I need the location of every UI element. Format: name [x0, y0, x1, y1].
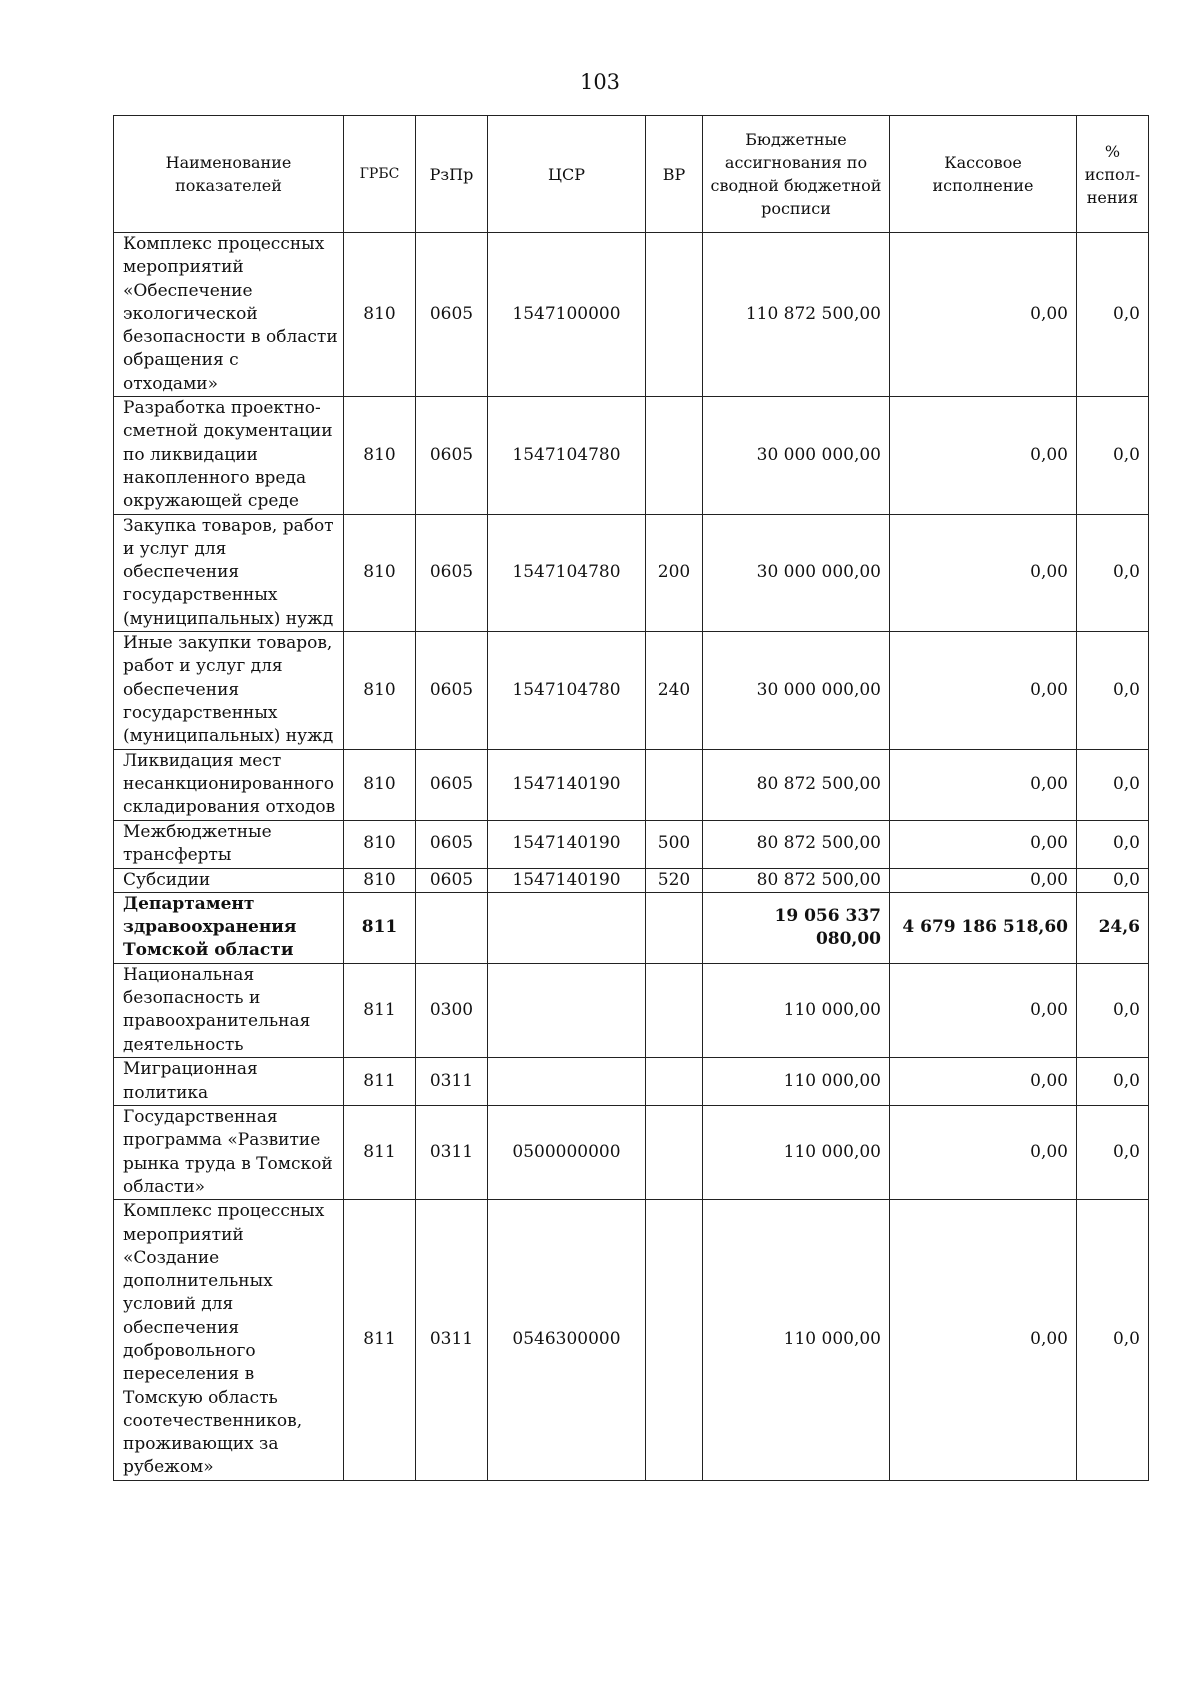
- budget-table: [113, 115, 1149, 1481]
- table-header-row: [114, 116, 1149, 233]
- row-rzpr: 0605: [416, 868, 488, 892]
- row-vr: [646, 963, 703, 1057]
- row-name: Разработка проектно-сметной документации по ликвидации накопленного вреда окружающей среде: [114, 397, 344, 514]
- row-budget: 110 000,00: [703, 1058, 890, 1106]
- row-cash: 4 679 186 518,60: [890, 892, 1077, 963]
- row-rzpr: 0311: [416, 1058, 488, 1106]
- row-vr: [646, 233, 703, 397]
- row-cash: 0,00: [890, 820, 1077, 868]
- row-vr: [646, 892, 703, 963]
- row-cash: 0,00: [890, 1200, 1077, 1481]
- table-row: [114, 1200, 1149, 1481]
- header-rzpr: РзПр: [416, 116, 488, 233]
- row-percent: 0,0: [1077, 868, 1149, 892]
- header-name: Наименование показателей: [114, 116, 344, 233]
- row-grbs: 811: [344, 1106, 416, 1200]
- row-percent: 0,0: [1077, 1200, 1149, 1481]
- row-percent: 24,6: [1077, 892, 1149, 963]
- row-csr: 1547104780: [488, 632, 646, 749]
- row-budget: 110 000,00: [703, 963, 890, 1057]
- row-vr: [646, 749, 703, 820]
- header-budget: Бюджетные ассигнования по сводной бюджетной росписи: [703, 116, 890, 233]
- row-vr: 520: [646, 868, 703, 892]
- table-row: [114, 233, 1149, 397]
- row-grbs: 811: [344, 963, 416, 1057]
- row-cash: 0,00: [890, 233, 1077, 397]
- row-rzpr: 0605: [416, 749, 488, 820]
- table-row: [114, 632, 1149, 749]
- row-name: Национальная безопасность и правоохранительная деятельность: [114, 963, 344, 1057]
- row-grbs: 810: [344, 632, 416, 749]
- row-rzpr: 0311: [416, 1106, 488, 1200]
- row-csr: 1547100000: [488, 233, 646, 397]
- table-row: [114, 749, 1149, 820]
- row-cash: 0,00: [890, 868, 1077, 892]
- row-name: Департамент здравоохранения Томской области: [114, 892, 344, 963]
- row-rzpr: 0605: [416, 632, 488, 749]
- row-grbs: 810: [344, 749, 416, 820]
- row-grbs: 810: [344, 868, 416, 892]
- row-percent: 0,0: [1077, 820, 1149, 868]
- row-cash: 0,00: [890, 1106, 1077, 1200]
- page-number: 103: [579, 70, 621, 94]
- row-rzpr: 0605: [416, 397, 488, 514]
- row-budget: 30 000 000,00: [703, 397, 890, 514]
- row-cash: 0,00: [890, 963, 1077, 1057]
- row-csr: 1547140190: [488, 820, 646, 868]
- row-percent: 0,0: [1077, 963, 1149, 1057]
- row-vr: [646, 397, 703, 514]
- row-name: Государственная программа «Развитие рынка труда в Томской области»: [114, 1106, 344, 1200]
- row-vr: [646, 1106, 703, 1200]
- header-percent: % испол-нения: [1077, 116, 1149, 233]
- row-rzpr: 0605: [416, 820, 488, 868]
- row-grbs: 810: [344, 233, 416, 397]
- row-csr: [488, 963, 646, 1057]
- row-name: Миграционная политика: [114, 1058, 344, 1106]
- row-grbs: 811: [344, 1200, 416, 1481]
- row-csr: 0546300000: [488, 1200, 646, 1481]
- row-name: Межбюджетные трансферты: [114, 820, 344, 868]
- row-cash: 0,00: [890, 632, 1077, 749]
- header-vr: ВР: [646, 116, 703, 233]
- row-name: Субсидии: [114, 868, 344, 892]
- row-budget: 110 872 500,00: [703, 233, 890, 397]
- row-vr: 240: [646, 632, 703, 749]
- row-budget: 80 872 500,00: [703, 868, 890, 892]
- row-percent: 0,0: [1077, 233, 1149, 397]
- row-name: Ликвидация мест несанкционированного складирования отходов: [114, 749, 344, 820]
- row-grbs: 810: [344, 820, 416, 868]
- row-name: Иные закупки товаров, работ и услуг для обеспечения государственных (муниципальных) нужд: [114, 632, 344, 749]
- row-percent: 0,0: [1077, 1058, 1149, 1106]
- row-budget: 19 056 337 080,00: [703, 892, 890, 963]
- table-row: [114, 1106, 1149, 1200]
- row-percent: 0,0: [1077, 749, 1149, 820]
- row-budget: 110 000,00: [703, 1200, 890, 1481]
- header-csr: ЦСР: [488, 116, 646, 233]
- row-rzpr: 0605: [416, 514, 488, 631]
- table-row: [114, 514, 1149, 631]
- row-percent: 0,0: [1077, 397, 1149, 514]
- row-csr: 1547140190: [488, 749, 646, 820]
- row-cash: 0,00: [890, 749, 1077, 820]
- row-grbs: 810: [344, 397, 416, 514]
- row-budget: 30 000 000,00: [703, 632, 890, 749]
- row-vr: [646, 1200, 703, 1481]
- table-row: [114, 1058, 1149, 1106]
- row-rzpr: 0605: [416, 233, 488, 397]
- row-percent: 0,0: [1077, 632, 1149, 749]
- row-budget: 110 000,00: [703, 1106, 890, 1200]
- row-csr: [488, 1058, 646, 1106]
- header-grbs: ГРБС: [344, 116, 416, 233]
- row-csr: 1547104780: [488, 397, 646, 514]
- row-name: Комплекс процессных мероприятий «Создание дополнительных условий для обеспечения добровольного переселения в Томскую область соотечественников, проживающих за рубежом»: [114, 1200, 344, 1481]
- row-grbs: 811: [344, 892, 416, 963]
- row-rzpr: 0300: [416, 963, 488, 1057]
- row-vr: 200: [646, 514, 703, 631]
- row-cash: 0,00: [890, 397, 1077, 514]
- table-row: [114, 820, 1149, 868]
- table-row: [114, 397, 1149, 514]
- row-percent: 0,0: [1077, 514, 1149, 631]
- row-grbs: 810: [344, 514, 416, 631]
- row-rzpr: [416, 892, 488, 963]
- table-row: [114, 963, 1149, 1057]
- row-cash: 0,00: [890, 1058, 1077, 1106]
- header-cash: Кассовое исполнение: [890, 116, 1077, 233]
- row-percent: 0,0: [1077, 1106, 1149, 1200]
- row-csr: 1547104780: [488, 514, 646, 631]
- row-vr: 500: [646, 820, 703, 868]
- row-grbs: 811: [344, 1058, 416, 1106]
- row-budget: 80 872 500,00: [703, 749, 890, 820]
- row-csr: 0500000000: [488, 1106, 646, 1200]
- row-cash: 0,00: [890, 514, 1077, 631]
- table-row: [114, 892, 1149, 963]
- table-row: [114, 868, 1149, 892]
- row-name: Закупка товаров, работ и услуг для обеспечения государственных (муниципальных) нужд: [114, 514, 344, 631]
- row-budget: 80 872 500,00: [703, 820, 890, 868]
- row-budget: 30 000 000,00: [703, 514, 890, 631]
- row-csr: [488, 892, 646, 963]
- row-vr: [646, 1058, 703, 1106]
- row-rzpr: 0311: [416, 1200, 488, 1481]
- row-csr: 1547140190: [488, 868, 646, 892]
- row-name: Комплекс процессных мероприятий «Обеспечение экологической безопасности в области обращения с отходами»: [114, 233, 344, 397]
